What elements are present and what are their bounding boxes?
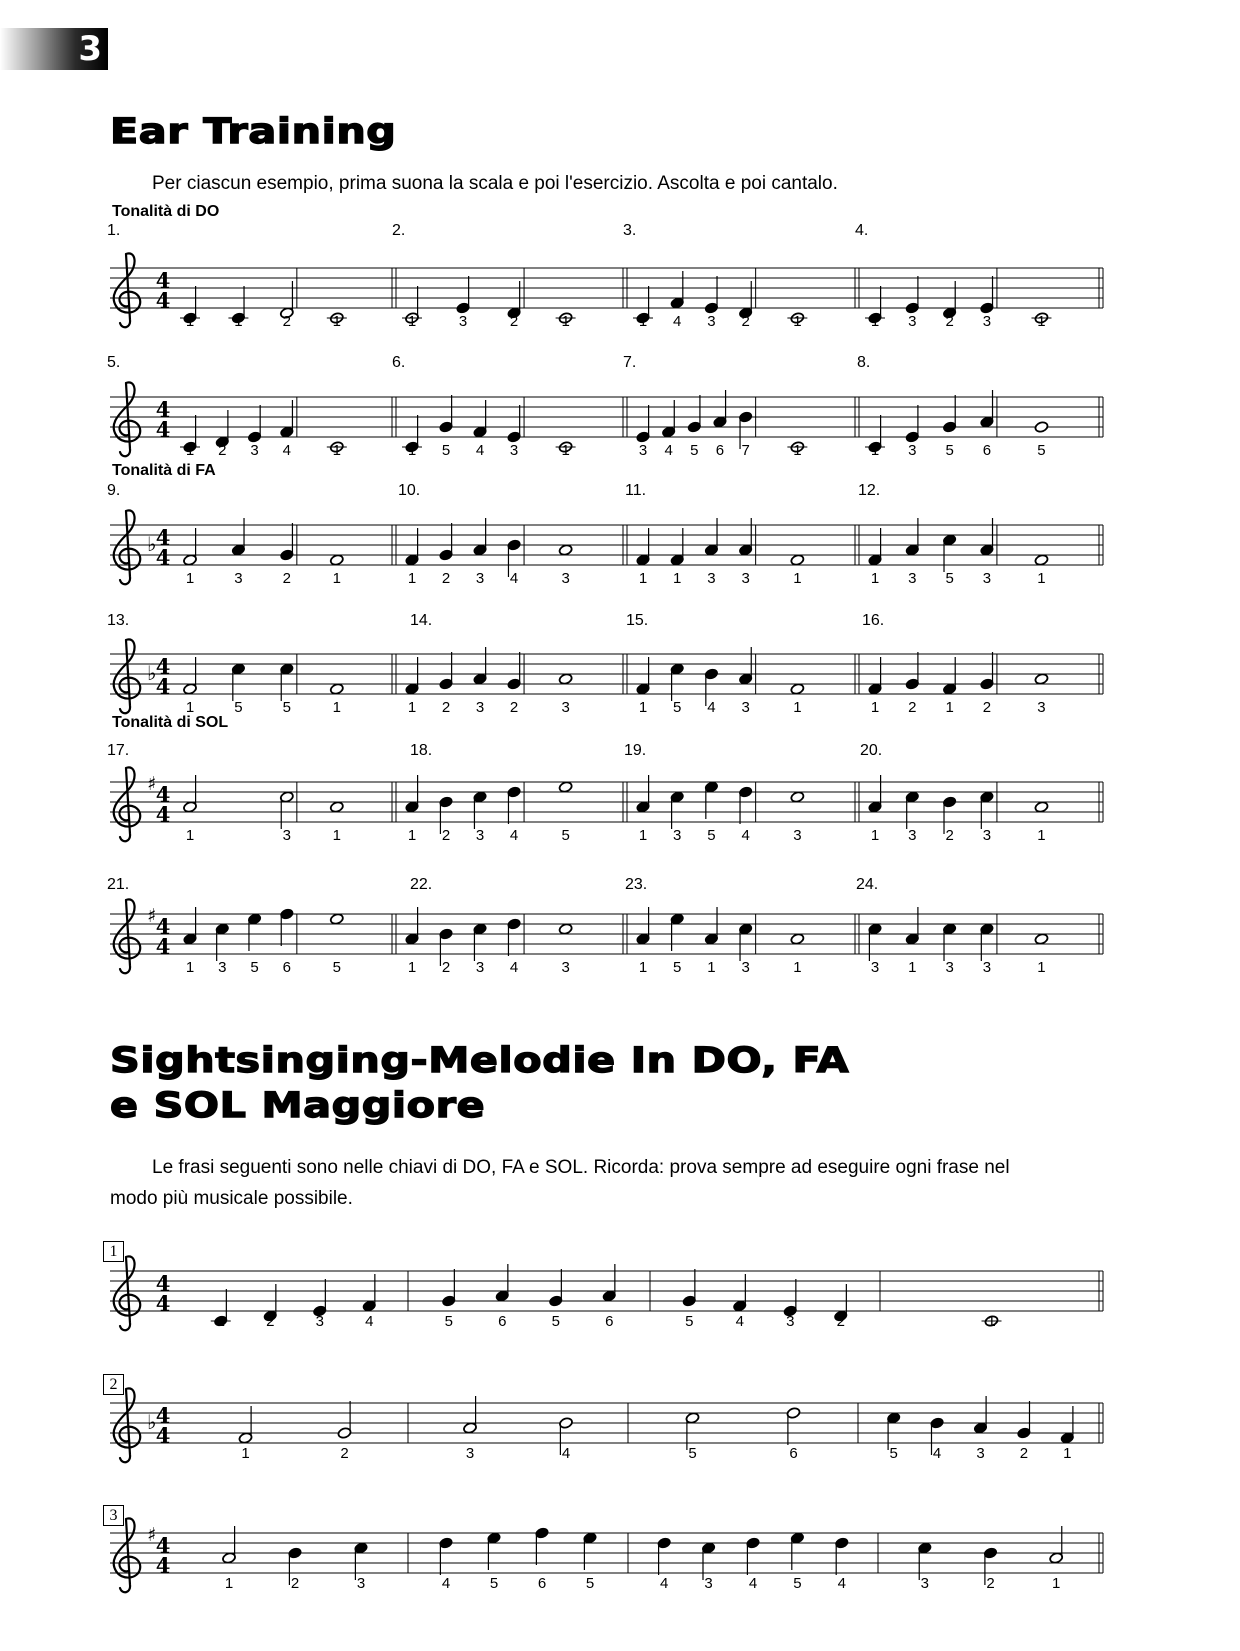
scale-degree-label: 4 bbox=[441, 1575, 451, 1592]
exercise-number: 19. bbox=[624, 742, 647, 759]
scale-degree-label: 3 bbox=[315, 1313, 324, 1330]
scale-degree-label: 3 bbox=[920, 1575, 930, 1592]
scale-degree-label: 5 bbox=[585, 1575, 595, 1592]
scale-degree-label: 3 bbox=[218, 959, 227, 976]
scale-degree-label: 1 bbox=[216, 1313, 225, 1330]
scale-degree-label: 4 bbox=[509, 827, 519, 844]
scale-degree-label: 3 bbox=[475, 827, 485, 844]
exercise-number: 22. bbox=[410, 876, 433, 893]
scale-degree-label: 3 bbox=[741, 570, 750, 587]
scale-degree-label: 3 bbox=[707, 570, 716, 587]
scale-degree-label: 3 bbox=[786, 1313, 795, 1330]
scale-degree-label: 1 bbox=[638, 570, 648, 587]
scale-degree-label: 4 bbox=[475, 442, 485, 459]
treble-clef-stroke bbox=[114, 253, 141, 327]
exercise-number: 17. bbox=[107, 742, 130, 759]
scale-degree-label: 2 bbox=[441, 827, 451, 844]
scale-degree-label: 1 bbox=[407, 313, 417, 330]
time-signature-bottom: 4 bbox=[155, 545, 171, 570]
scale-degree-label: 3 bbox=[561, 959, 570, 976]
scale-degree-label: 2 bbox=[982, 699, 992, 716]
exercise-number: 11. bbox=[625, 482, 647, 499]
scale-degree-label: 5 bbox=[688, 1445, 697, 1462]
scale-degree-label: 2 bbox=[836, 1313, 845, 1330]
scale-degree-label: 5 bbox=[945, 442, 954, 459]
scale-degree-label: 5 bbox=[551, 1313, 560, 1330]
time-signature-top: 4 bbox=[155, 654, 171, 679]
treble-clef-stroke bbox=[114, 1388, 141, 1462]
exercise-number: 5. bbox=[107, 354, 121, 371]
note-head bbox=[558, 781, 573, 794]
scale-degree-label: 1 bbox=[185, 570, 195, 587]
treble-clef-stroke bbox=[114, 1518, 141, 1592]
scale-degree-label: 5 bbox=[793, 1575, 802, 1592]
exercise-number: 6. bbox=[392, 354, 406, 371]
scale-degree-label: 1 bbox=[793, 442, 802, 459]
note-head bbox=[1034, 933, 1049, 946]
scale-degree-label: 3 bbox=[465, 1445, 475, 1462]
scale-degree-label: 5 bbox=[1037, 442, 1046, 459]
note-head bbox=[329, 801, 344, 814]
scale-degree-label: 6 bbox=[605, 1313, 614, 1330]
scale-degree-label: 2 bbox=[741, 313, 750, 330]
note-head bbox=[329, 683, 344, 696]
note-head bbox=[1034, 554, 1049, 567]
exercise-number: 7. bbox=[623, 354, 637, 371]
scale-degree-label: 1 bbox=[707, 959, 716, 976]
time-signature-top: 4 bbox=[155, 1533, 171, 1558]
scale-degree-label: 2 bbox=[441, 959, 451, 976]
section-title-ear-training: Ear Training bbox=[110, 112, 397, 152]
time-signature-top: 4 bbox=[155, 782, 171, 807]
time-signature-bottom: 4 bbox=[155, 1553, 171, 1578]
exercise-number: 1. bbox=[107, 222, 121, 239]
scale-degree-label: 1 bbox=[561, 442, 570, 459]
note-head bbox=[790, 554, 805, 567]
treble-clef-stroke bbox=[114, 767, 141, 841]
scale-degree-label: 3 bbox=[908, 827, 917, 844]
scale-degree-label: 3 bbox=[234, 570, 243, 587]
scale-degree-label: 5 bbox=[332, 959, 341, 976]
exercise-number: 15. bbox=[626, 612, 649, 629]
scale-degree-label: 2 bbox=[290, 1575, 300, 1592]
sightsinging-intro: Le frasi seguenti sono nelle chiavi di DO, FA e SOL. Ricorda: prova sempre ad eseguire ogni frase nel bbox=[152, 1157, 1010, 1178]
scale-degree-label: 3 bbox=[356, 1575, 366, 1592]
scale-degree-label: 3 bbox=[704, 1575, 713, 1592]
scale-degree-label: 3 bbox=[976, 1445, 985, 1462]
time-signature-bottom: 4 bbox=[155, 1291, 171, 1316]
scale-degree-label: 1 bbox=[185, 442, 195, 459]
scale-degree-label: 3 bbox=[945, 959, 954, 976]
exercise-number: 20. bbox=[860, 742, 883, 759]
scale-degree-label: 1 bbox=[332, 699, 341, 716]
treble-clef-icon bbox=[114, 253, 141, 327]
scale-degree-label: 1 bbox=[561, 313, 570, 330]
scale-degree-label: 2 bbox=[266, 1313, 275, 1330]
scale-degree-label: 1 bbox=[908, 959, 917, 976]
treble-clef-stroke bbox=[114, 899, 141, 973]
scale-degree-label: 1 bbox=[793, 313, 802, 330]
scale-degree-label: 3 bbox=[741, 699, 750, 716]
scale-degree-label: 2 bbox=[945, 313, 954, 330]
scale-degree-label: 3 bbox=[982, 570, 992, 587]
note-head bbox=[1034, 801, 1049, 814]
note-head bbox=[1034, 421, 1049, 434]
time-signature-bottom: 4 bbox=[155, 288, 171, 313]
treble-clef-icon bbox=[114, 382, 141, 456]
exercise-number: 21. bbox=[107, 876, 130, 893]
scale-degree-label: 4 bbox=[707, 699, 716, 716]
scale-degree-label: 5 bbox=[707, 827, 716, 844]
scale-degree-label: 1 bbox=[185, 827, 195, 844]
exercise-number: 3. bbox=[623, 222, 637, 239]
scale-degree-label: 5 bbox=[673, 699, 682, 716]
scale-degree-label: 5 bbox=[441, 442, 451, 459]
scale-degree-label: 2 bbox=[282, 313, 292, 330]
scale-degree-label: 6 bbox=[282, 959, 292, 976]
exercise-number: 23. bbox=[625, 876, 648, 893]
time-signature-top: 4 bbox=[155, 397, 171, 422]
time-signature-top: 4 bbox=[155, 914, 171, 939]
scale-degree-label: 3 bbox=[509, 442, 519, 459]
treble-clef-icon bbox=[114, 1388, 141, 1462]
scale-degree-label: 1 bbox=[870, 570, 880, 587]
note-head bbox=[558, 544, 573, 557]
scale-degree-label: 1 bbox=[407, 570, 417, 587]
scale-degree-label: 2 bbox=[441, 699, 451, 716]
scale-degree-label: 1 bbox=[407, 827, 417, 844]
scale-degree-label: 3 bbox=[908, 442, 917, 459]
scale-degree-label: 4 bbox=[664, 442, 673, 459]
scale-degree-label: 1 bbox=[1051, 1575, 1061, 1592]
scale-degree-label: 3 bbox=[561, 699, 570, 716]
scale-degree-label: 5 bbox=[685, 1313, 694, 1330]
scale-degree-label: 3 bbox=[458, 313, 468, 330]
section-title-sightsinging: Sightsinging-Melodie In DO, FA bbox=[110, 1041, 850, 1081]
scale-degree-label: 2 bbox=[986, 1575, 995, 1592]
note-head bbox=[790, 791, 805, 804]
scale-degree-label: 1 bbox=[332, 570, 341, 587]
scale-degree-label: 6 bbox=[498, 1313, 507, 1330]
scale-degree-label: 4 bbox=[673, 313, 682, 330]
scale-degree-label: 3 bbox=[793, 827, 802, 844]
time-signature-bottom: 4 bbox=[155, 934, 171, 959]
scale-degree-label: 4 bbox=[509, 570, 519, 587]
scale-degree-label: 1 bbox=[673, 570, 682, 587]
scale-degree-label: 4 bbox=[561, 1445, 571, 1462]
scale-degree-label: 6 bbox=[715, 442, 725, 459]
note-head bbox=[790, 933, 805, 946]
treble-clef-stroke bbox=[114, 1256, 141, 1330]
scale-degree-label: 4 bbox=[741, 827, 750, 844]
scale-degree-label: 3 bbox=[982, 827, 992, 844]
scale-degree-label: 2 bbox=[282, 570, 292, 587]
scale-degree-label: 6 bbox=[537, 1575, 547, 1592]
page-number: 3 bbox=[78, 29, 102, 69]
scale-degree-label: 1 bbox=[407, 699, 417, 716]
scale-degree-label: 5 bbox=[234, 699, 243, 716]
treble-clef-icon bbox=[114, 1518, 141, 1592]
sharp-sign-icon: ♯ bbox=[147, 1524, 157, 1546]
exercise-number: 8. bbox=[857, 354, 871, 371]
scale-degree-label: 5 bbox=[561, 827, 570, 844]
scale-degree-label: 4 bbox=[282, 442, 292, 459]
scale-degree-label: 3 bbox=[475, 959, 485, 976]
time-signature-bottom: 4 bbox=[155, 1423, 171, 1448]
scale-degree-label: 3 bbox=[638, 442, 648, 459]
exercise-number: 10. bbox=[398, 482, 421, 499]
key-label-do: Tonalità di DO bbox=[112, 203, 220, 220]
scale-degree-label: 4 bbox=[509, 959, 519, 976]
scale-degree-label: 5 bbox=[690, 442, 699, 459]
note-head bbox=[1034, 673, 1049, 686]
scale-degree-label: 3 bbox=[250, 442, 259, 459]
scale-degree-label: 1 bbox=[185, 313, 195, 330]
scale-degree-label: 3 bbox=[982, 959, 992, 976]
scale-degree-label: 1 bbox=[241, 1445, 250, 1462]
note-head bbox=[558, 923, 573, 936]
scale-degree-label: 2 bbox=[908, 699, 917, 716]
time-signature-top: 4 bbox=[155, 1271, 171, 1296]
scale-degree-label: 7 bbox=[741, 442, 750, 459]
phrase-number-box: 1 bbox=[103, 1241, 124, 1262]
scale-degree-label: 2 bbox=[218, 442, 227, 459]
scale-degree-label: 1 bbox=[638, 699, 648, 716]
scale-degree-label: 3 bbox=[707, 313, 716, 330]
scale-degree-label: 1 bbox=[870, 827, 880, 844]
scale-degree-label: 1 bbox=[638, 313, 648, 330]
flat-sign-icon: ♭ bbox=[147, 1410, 157, 1434]
treble-clef-stroke bbox=[114, 382, 141, 456]
scale-degree-label: 1 bbox=[1063, 1445, 1072, 1462]
scale-degree-label: 1 bbox=[870, 442, 880, 459]
phrase-number-box: 3 bbox=[103, 1505, 124, 1526]
scale-degree-label: 1 bbox=[638, 959, 648, 976]
scale-degree-label: 1 bbox=[1037, 827, 1046, 844]
exercise-number: 13. bbox=[107, 612, 130, 629]
scale-degree-label: 4 bbox=[748, 1575, 758, 1592]
scale-degree-label: 5 bbox=[489, 1575, 499, 1592]
scale-degree-label: 2 bbox=[441, 570, 451, 587]
scale-degree-label: 1 bbox=[1037, 313, 1046, 330]
scale-degree-label: 6 bbox=[789, 1445, 798, 1462]
note-head bbox=[790, 683, 805, 696]
scale-degree-label: 1 bbox=[870, 699, 880, 716]
scale-degree-label: 1 bbox=[793, 570, 802, 587]
exercise-number: 16. bbox=[862, 612, 885, 629]
ear-training-intro: Per ciascun esempio, prima suona la scala e poi l'esercizio. Ascolta e poi cantalo. bbox=[152, 173, 838, 194]
scale-degree-label: 2 bbox=[945, 827, 954, 844]
scale-degree-label: 3 bbox=[673, 827, 682, 844]
scale-degree-label: 1 bbox=[332, 313, 341, 330]
scale-degree-label: 3 bbox=[908, 570, 917, 587]
exercise-number: 24. bbox=[856, 876, 879, 893]
flat-sign-icon: ♭ bbox=[147, 661, 157, 685]
sightsinging-intro-line2: modo più musicale possibile. bbox=[110, 1188, 353, 1209]
scale-degree-label: 5 bbox=[282, 699, 292, 716]
note-head bbox=[329, 913, 344, 926]
time-signature-bottom: 4 bbox=[155, 802, 171, 827]
scale-degree-label: 1 bbox=[185, 959, 195, 976]
scale-degree-label: 2 bbox=[1019, 1445, 1029, 1462]
scale-degree-label: 2 bbox=[340, 1445, 349, 1462]
scale-degree-label: 1 bbox=[945, 699, 954, 716]
scale-degree-label: 4 bbox=[932, 1445, 942, 1462]
treble-clef-icon bbox=[114, 899, 141, 973]
scale-degree-label: 4 bbox=[735, 1313, 744, 1330]
scale-degree-label: 1 bbox=[870, 313, 880, 330]
key-label-sol: Tonalità di SOL bbox=[112, 714, 229, 731]
sharp-sign-icon: ♯ bbox=[147, 905, 157, 927]
scale-degree-label: 1 bbox=[793, 699, 802, 716]
treble-clef-icon bbox=[114, 767, 141, 841]
exercise-number: 2. bbox=[392, 222, 406, 239]
scale-degree-label: 2 bbox=[509, 699, 519, 716]
time-signature-top: 4 bbox=[155, 268, 171, 293]
scale-degree-label: 3 bbox=[908, 313, 917, 330]
scale-degree-label: 3 bbox=[475, 699, 485, 716]
exercise-number: 9. bbox=[107, 482, 121, 499]
scale-degree-label: 1 bbox=[224, 1575, 234, 1592]
time-signature-bottom: 4 bbox=[155, 417, 171, 442]
treble-clef-icon bbox=[114, 639, 141, 713]
exercise-number: 18. bbox=[410, 742, 433, 759]
time-signature-top: 4 bbox=[155, 1403, 171, 1428]
scale-degree-label: 3 bbox=[1037, 699, 1046, 716]
time-signature-top: 4 bbox=[155, 525, 171, 550]
flat-sign-icon: ♭ bbox=[147, 532, 157, 556]
scale-degree-label: 1 bbox=[332, 442, 341, 459]
note-head bbox=[558, 673, 573, 686]
phrase-number-box: 2 bbox=[103, 1374, 124, 1395]
scale-degree-label: 3 bbox=[561, 570, 570, 587]
scale-degree-label: 3 bbox=[982, 313, 992, 330]
scale-degree-label: 1 bbox=[1037, 570, 1046, 587]
note-head bbox=[329, 554, 344, 567]
scale-degree-label: 5 bbox=[673, 959, 682, 976]
scale-degree-label: 1 bbox=[407, 442, 417, 459]
scale-degree-label: 1 bbox=[234, 313, 243, 330]
section-title-sightsinging-line2: e SOL Maggiore bbox=[110, 1086, 486, 1126]
treble-clef-stroke bbox=[114, 639, 141, 713]
scale-degree-label: 3 bbox=[870, 959, 880, 976]
scale-degree-label: 5 bbox=[889, 1445, 898, 1462]
scale-degree-label: 6 bbox=[982, 442, 992, 459]
scale-degree-label: 5 bbox=[250, 959, 259, 976]
treble-clef-icon bbox=[114, 510, 141, 584]
scale-degree-label: 4 bbox=[837, 1575, 846, 1592]
scale-degree-label: 3 bbox=[282, 827, 292, 844]
scale-degree-label: 3 bbox=[475, 570, 485, 587]
scale-degree-label: 1 bbox=[332, 827, 341, 844]
exercise-number: 12. bbox=[858, 482, 881, 499]
exercise-number: 14. bbox=[410, 612, 433, 629]
scale-degree-label: 1 bbox=[185, 699, 195, 716]
scale-degree-label: 1 bbox=[987, 1313, 996, 1330]
key-label-fa: Tonalità di FA bbox=[112, 462, 216, 479]
scale-degree-label: 1 bbox=[407, 959, 417, 976]
scale-degree-label: 5 bbox=[444, 1313, 453, 1330]
exercise-number: 4. bbox=[855, 222, 869, 239]
treble-clef-icon bbox=[114, 1256, 141, 1330]
scale-degree-label: 3 bbox=[741, 959, 750, 976]
time-signature-bottom: 4 bbox=[155, 674, 171, 699]
scale-degree-label: 5 bbox=[945, 570, 954, 587]
scale-degree-label: 1 bbox=[1037, 959, 1046, 976]
scale-degree-label: 1 bbox=[793, 959, 802, 976]
scale-degree-label: 4 bbox=[660, 1575, 669, 1592]
treble-clef-stroke bbox=[114, 510, 141, 584]
scale-degree-label: 2 bbox=[509, 313, 519, 330]
scale-degree-label: 1 bbox=[638, 827, 648, 844]
sharp-sign-icon: ♯ bbox=[147, 773, 157, 795]
scale-degree-label: 4 bbox=[365, 1313, 374, 1330]
